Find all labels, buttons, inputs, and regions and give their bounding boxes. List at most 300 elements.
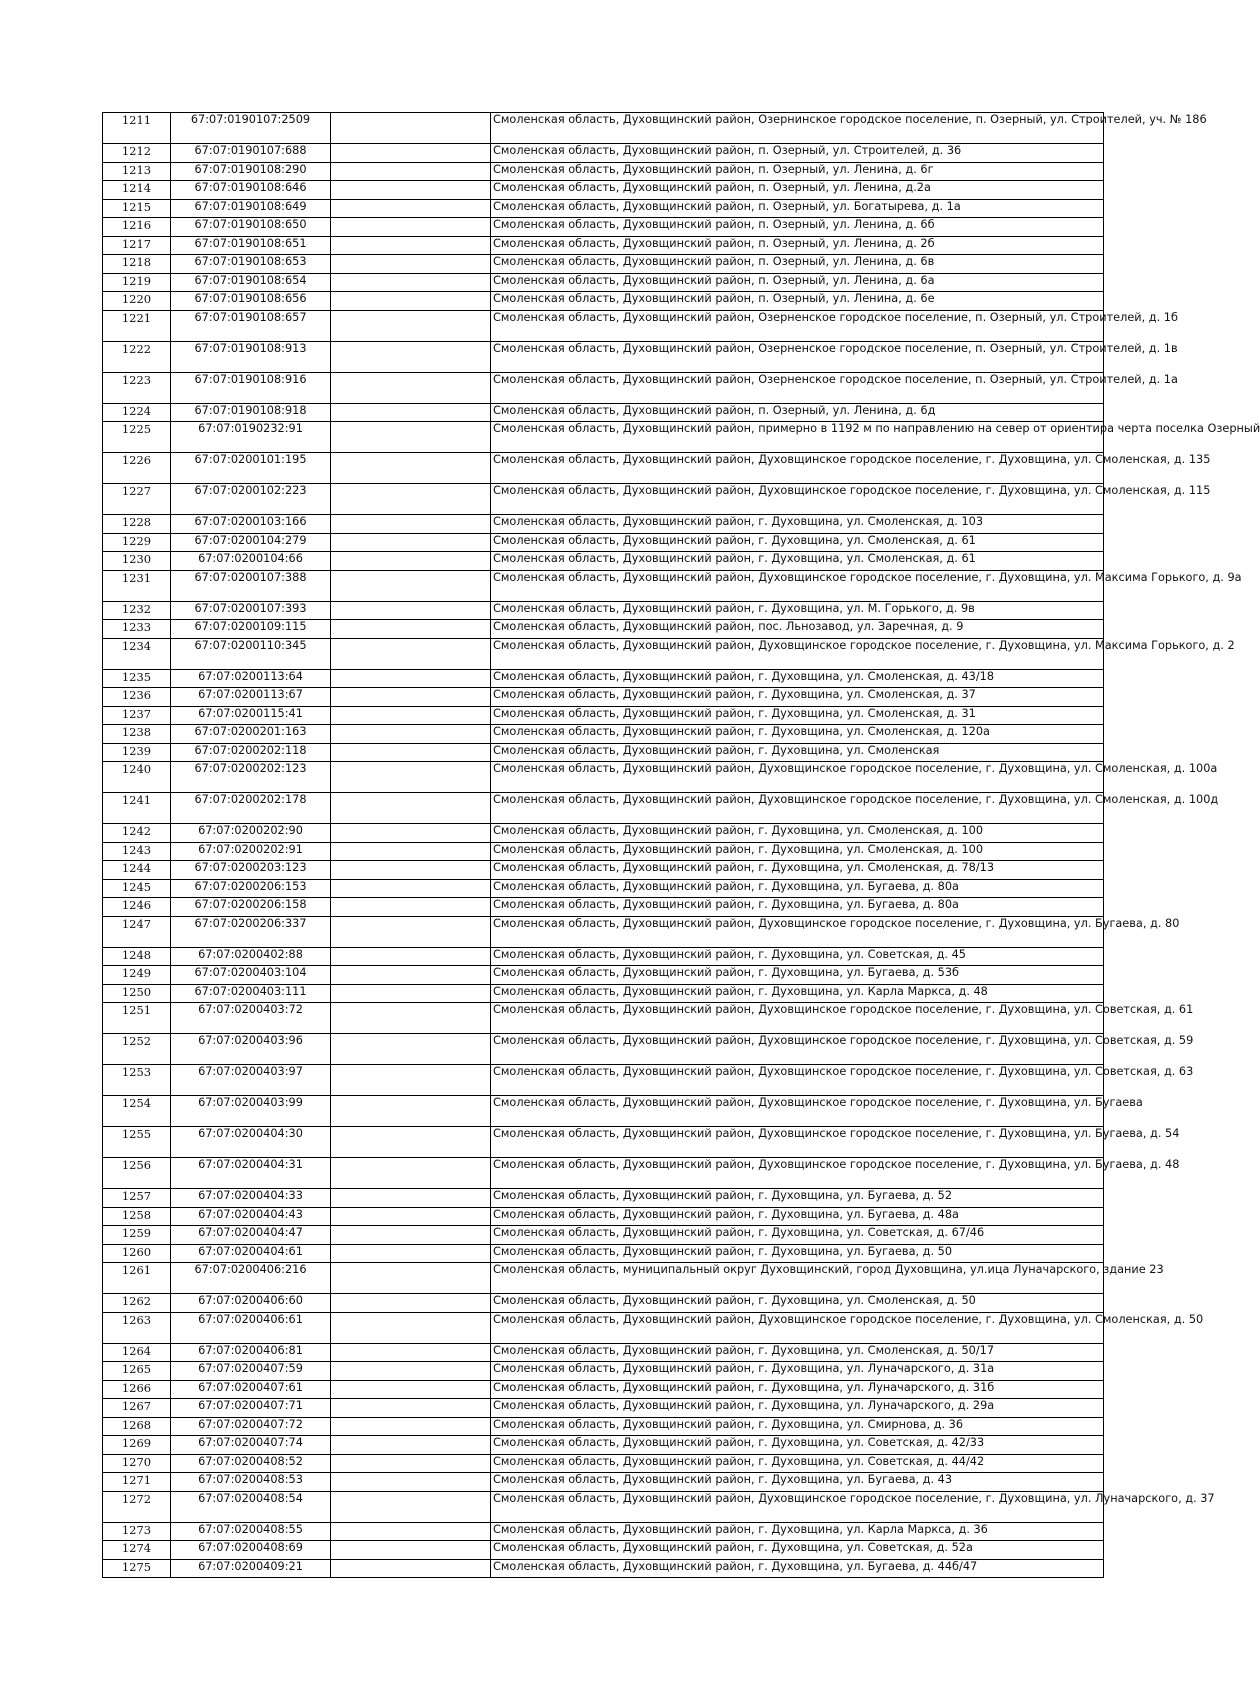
row-number-cell: 1249 <box>103 966 171 985</box>
empty-cell <box>331 638 491 669</box>
address-cell: Смоленская область, Духовщинский район, Духовщинское городское поселение, г. Духовщина, ул. Максима Горького, д. 9а <box>491 570 1104 601</box>
cadastral-number-cell: 67:07:0190108:918 <box>171 403 331 422</box>
empty-cell <box>331 762 491 793</box>
empty-cell <box>331 793 491 824</box>
row-number-cell: 1220 <box>103 292 171 311</box>
row-number-cell: 1248 <box>103 947 171 966</box>
table-row <box>103 453 1104 484</box>
empty-cell <box>331 1003 491 1034</box>
empty-cell <box>331 1473 491 1492</box>
row-number-cell: 1240 <box>103 762 171 793</box>
table-row <box>103 1436 1104 1455</box>
table-row <box>103 1362 1104 1381</box>
table-row <box>103 1096 1104 1127</box>
table-row <box>103 638 1104 669</box>
row-number-cell: 1266 <box>103 1380 171 1399</box>
row-number-cell: 1230 <box>103 552 171 571</box>
empty-cell <box>331 273 491 292</box>
empty-cell <box>331 1417 491 1436</box>
table-row <box>103 292 1104 311</box>
table-row <box>103 1158 1104 1189</box>
table-row <box>103 1263 1104 1294</box>
table-row <box>103 898 1104 917</box>
table-row <box>103 181 1104 200</box>
address-cell: Смоленская область, Духовщинский район, г. Духовщина, ул. Смоленская, д. 31 <box>491 706 1104 725</box>
cadastral-number-cell: 67:07:0200115:41 <box>171 706 331 725</box>
empty-cell <box>331 947 491 966</box>
row-number-cell: 1260 <box>103 1244 171 1263</box>
empty-cell <box>331 292 491 311</box>
address-cell: Смоленская область, Духовщинский район, п. Озерный, ул. Богатырева, д. 1а <box>491 199 1104 218</box>
row-number-cell: 1261 <box>103 1263 171 1294</box>
cadastral-number-cell: 67:07:0200206:337 <box>171 916 331 947</box>
cadastral-number-cell: 67:07:0200408:69 <box>171 1541 331 1560</box>
address-cell: Смоленская область, Духовщинский район, п. Озерный, ул. Ленина, д. 6б <box>491 218 1104 237</box>
address-cell: Смоленская область, муниципальный округ Духовщинский, город Духовщина, ул.ица Луначарского, здание 23 <box>491 1263 1104 1294</box>
address-cell: Смоленская область, Духовщинский район, г. Духовщина, ул. М. Горького, д. 9в <box>491 601 1104 620</box>
empty-cell <box>331 403 491 422</box>
address-cell: Смоленская область, Духовщинский район, Духовщинское городское поселение, г. Духовщина, ул. Советская, д. 61 <box>491 1003 1104 1034</box>
cadastral-number-cell: 67:07:0200403:104 <box>171 966 331 985</box>
empty-cell <box>331 1362 491 1381</box>
address-cell: Смоленская область, Духовщинский район, Духовщинское городское поселение, г. Духовщина, ул. Советская, д. 63 <box>491 1065 1104 1096</box>
empty-cell <box>331 1294 491 1313</box>
cadastral-number-cell: 67:07:0190107:2509 <box>171 113 331 144</box>
address-cell: Смоленская область, Духовщинский район, Озерненское городское поселение, п. Озерный, ул. Строителей, д. 1б <box>491 310 1104 341</box>
row-number-cell: 1226 <box>103 453 171 484</box>
row-number-cell: 1271 <box>103 1473 171 1492</box>
table-row <box>103 1399 1104 1418</box>
cadastral-number-cell: 67:07:0200408:54 <box>171 1491 331 1522</box>
table-row <box>103 341 1104 372</box>
empty-cell <box>331 310 491 341</box>
table-row <box>103 688 1104 707</box>
empty-cell <box>331 688 491 707</box>
cadastral-number-cell: 67:07:0200107:388 <box>171 570 331 601</box>
cadastral-number-cell: 67:07:0200404:61 <box>171 1244 331 1263</box>
address-cell: Смоленская область, Духовщинский район, Озерненское городское поселение, п. Озерный, ул. Строителей, д. 1а <box>491 372 1104 403</box>
row-number-cell: 1252 <box>103 1034 171 1065</box>
table-row <box>103 1294 1104 1313</box>
cadastral-number-cell: 67:07:0190108:653 <box>171 255 331 274</box>
empty-cell <box>331 552 491 571</box>
cadastral-number-cell: 67:07:0190108:654 <box>171 273 331 292</box>
table-row <box>103 620 1104 639</box>
empty-cell <box>331 984 491 1003</box>
empty-cell <box>331 1312 491 1343</box>
cadastral-number-cell: 67:07:0200103:166 <box>171 515 331 534</box>
cadastral-number-cell: 67:07:0200407:72 <box>171 1417 331 1436</box>
empty-cell <box>331 218 491 237</box>
row-number-cell: 1258 <box>103 1207 171 1226</box>
empty-cell <box>331 341 491 372</box>
row-number-cell: 1218 <box>103 255 171 274</box>
empty-cell <box>331 879 491 898</box>
cadastral-number-cell: 67:07:0200206:158 <box>171 898 331 917</box>
row-number-cell: 1228 <box>103 515 171 534</box>
cadastral-number-cell: 67:07:0200403:96 <box>171 1034 331 1065</box>
row-number-cell: 1235 <box>103 669 171 688</box>
empty-cell <box>331 515 491 534</box>
empty-cell <box>331 1207 491 1226</box>
row-number-cell: 1254 <box>103 1096 171 1127</box>
row-number-cell: 1215 <box>103 199 171 218</box>
row-number-cell: 1216 <box>103 218 171 237</box>
cadastral-number-cell: 67:07:0200403:72 <box>171 1003 331 1034</box>
cadastral-number-cell: 67:07:0200406:61 <box>171 1312 331 1343</box>
table-row <box>103 570 1104 601</box>
cadastral-number-cell: 67:07:0200202:90 <box>171 824 331 843</box>
table-row <box>103 1065 1104 1096</box>
empty-cell <box>331 372 491 403</box>
row-number-cell: 1251 <box>103 1003 171 1034</box>
address-cell: Смоленская область, Духовщинский район, п. Озерный, ул. Ленина, д. 6д <box>491 403 1104 422</box>
table-row <box>103 533 1104 552</box>
cadastral-number-cell: 67:07:0200404:47 <box>171 1226 331 1245</box>
empty-cell <box>331 1096 491 1127</box>
cadastral-number-cell: 67:07:0200104:279 <box>171 533 331 552</box>
table-row <box>103 842 1104 861</box>
address-cell: Смоленская область, Духовщинский район, Духовщинское городское поселение, г. Духовщина, ул. Смоленская, д. 100а <box>491 762 1104 793</box>
cadastral-number-cell: 67:07:0200408:52 <box>171 1454 331 1473</box>
table-row <box>103 1343 1104 1362</box>
empty-cell <box>331 916 491 947</box>
table-row <box>103 601 1104 620</box>
cadastral-number-cell: 67:07:0200113:67 <box>171 688 331 707</box>
table-row <box>103 1491 1104 1522</box>
empty-cell <box>331 1343 491 1362</box>
cadastral-number-cell: 67:07:0190108:656 <box>171 292 331 311</box>
empty-cell <box>331 824 491 843</box>
empty-cell <box>331 966 491 985</box>
cadastral-number-cell: 67:07:0200403:111 <box>171 984 331 1003</box>
address-cell: Смоленская область, Духовщинский район, г. Духовщина, ул. Смирнова, д. 36 <box>491 1417 1104 1436</box>
row-number-cell: 1275 <box>103 1559 171 1578</box>
row-number-cell: 1262 <box>103 1294 171 1313</box>
table-row <box>103 793 1104 824</box>
address-cell: Смоленская область, Духовщинский район, г. Духовщина, ул. Бугаева, д. 50 <box>491 1244 1104 1263</box>
address-cell: Смоленская область, Духовщинский район, г. Духовщина, ул. Смоленская, д. 43/18 <box>491 669 1104 688</box>
empty-cell <box>331 669 491 688</box>
empty-cell <box>331 743 491 762</box>
empty-cell <box>331 1127 491 1158</box>
cadastral-number-cell: 67:07:0200404:43 <box>171 1207 331 1226</box>
empty-cell <box>331 181 491 200</box>
row-number-cell: 1245 <box>103 879 171 898</box>
cadastral-number-cell: 67:07:0200107:393 <box>171 601 331 620</box>
row-number-cell: 1273 <box>103 1522 171 1541</box>
cadastral-number-cell: 67:07:0200101:195 <box>171 453 331 484</box>
cadastral-number-cell: 67:07:0200403:97 <box>171 1065 331 1096</box>
address-cell: Смоленская область, Духовщинский район, г. Духовщина, ул. Смоленская, д. 37 <box>491 688 1104 707</box>
table-row <box>103 1454 1104 1473</box>
address-cell: Смоленская область, Духовщинский район, примерно в 1192 м по направлению на север от ориентира черта поселка Озерный <box>491 422 1104 453</box>
empty-cell <box>331 898 491 917</box>
table-row <box>103 1226 1104 1245</box>
cadastral-number-cell: 67:07:0200202:91 <box>171 842 331 861</box>
table-row <box>103 144 1104 163</box>
row-number-cell: 1212 <box>103 144 171 163</box>
address-cell: Смоленская область, Духовщинский район, Духовщинское городское поселение, г. Духовщина, ул. Бугаева, д. 80 <box>491 916 1104 947</box>
address-cell: Смоленская область, Духовщинский район, г. Духовщина, ул. Бугаева, д. 44б/47 <box>491 1559 1104 1578</box>
table-row <box>103 1244 1104 1263</box>
table-row <box>103 947 1104 966</box>
row-number-cell: 1247 <box>103 916 171 947</box>
cadastral-number-cell: 67:07:0190108:650 <box>171 218 331 237</box>
address-cell: Смоленская область, Духовщинский район, Духовщинское городское поселение, г. Духовщина, ул. Смоленская, д. 135 <box>491 453 1104 484</box>
address-cell: Смоленская область, Духовщинский район, Духовщинское городское поселение, г. Духовщина, ул. Бугаева, д. 54 <box>491 1127 1104 1158</box>
row-number-cell: 1223 <box>103 372 171 403</box>
address-cell: Смоленская область, Духовщинский район, г. Духовщина, ул. Смоленская, д. 120а <box>491 725 1104 744</box>
cadastral-number-cell: 67:07:0200404:31 <box>171 1158 331 1189</box>
cadastral-number-cell: 67:07:0200409:21 <box>171 1559 331 1578</box>
address-cell: Смоленская область, Духовщинский район, п. Озерный, ул. Строителей, д. 36 <box>491 144 1104 163</box>
row-number-cell: 1225 <box>103 422 171 453</box>
row-number-cell: 1268 <box>103 1417 171 1436</box>
table-row <box>103 1417 1104 1436</box>
row-number-cell: 1267 <box>103 1399 171 1418</box>
cadastral-number-cell: 67:07:0200404:30 <box>171 1127 331 1158</box>
cadastral-number-cell: 67:07:0190232:91 <box>171 422 331 453</box>
row-number-cell: 1256 <box>103 1158 171 1189</box>
address-cell: Смоленская область, Духовщинский район, г. Духовщина, ул. Смоленская, д. 50/17 <box>491 1343 1104 1362</box>
table-row <box>103 1189 1104 1208</box>
table-row <box>103 236 1104 255</box>
address-cell: Смоленская область, Духовщинский район, Духовщинское городское поселение, г. Духовщина, ул. Советская, д. 59 <box>491 1034 1104 1065</box>
address-cell: Смоленская область, Духовщинский район, г. Духовщина, ул. Советская, д. 52а <box>491 1541 1104 1560</box>
empty-cell <box>331 1244 491 1263</box>
registry-body <box>103 113 1260 1578</box>
row-number-cell: 1238 <box>103 725 171 744</box>
empty-cell <box>331 1559 491 1578</box>
address-cell: Смоленская область, Духовщинский район, г. Духовщина, ул. Бугаева, д. 43 <box>491 1473 1104 1492</box>
address-cell: Смоленская область, Духовщинский район, г. Духовщина, ул. Бугаева, д. 52 <box>491 1189 1104 1208</box>
empty-cell <box>331 1226 491 1245</box>
row-number-cell: 1237 <box>103 706 171 725</box>
row-number-cell: 1233 <box>103 620 171 639</box>
table-row <box>103 515 1104 534</box>
cadastral-number-cell: 67:07:0200407:71 <box>171 1399 331 1418</box>
table-row <box>103 162 1104 181</box>
cadastral-number-cell: 67:07:0200202:123 <box>171 762 331 793</box>
row-number-cell: 1263 <box>103 1312 171 1343</box>
empty-cell <box>331 601 491 620</box>
table-row <box>103 1541 1104 1560</box>
row-number-cell: 1250 <box>103 984 171 1003</box>
address-cell: Смоленская область, Духовщинский район, п. Озерный, ул. Ленина, д. 6г <box>491 162 1104 181</box>
address-cell: Смоленская область, Духовщинский район, г. Духовщина, ул. Карла Маркса, д. 48 <box>491 984 1104 1003</box>
address-cell: Смоленская область, Духовщинский район, г. Духовщина, ул. Смоленская <box>491 743 1104 762</box>
address-cell: Смоленская область, Духовщинский район, г. Духовщина, ул. Бугаева, д. 48а <box>491 1207 1104 1226</box>
address-cell: Смоленская область, Духовщинский район, пос. Льнозавод, ул. Заречная, д. 9 <box>491 620 1104 639</box>
empty-cell <box>331 706 491 725</box>
empty-cell <box>331 1491 491 1522</box>
cadastral-number-cell: 67:07:0200206:153 <box>171 879 331 898</box>
address-cell: Смоленская область, Духовщинский район, п. Озерный, ул. Ленина, д. 6е <box>491 292 1104 311</box>
address-cell: Смоленская область, Духовщинский район, г. Духовщина, ул. Смоленская, д. 78/13 <box>491 861 1104 880</box>
cadastral-number-cell: 67:07:0200402:88 <box>171 947 331 966</box>
table-row <box>103 706 1104 725</box>
table-row <box>103 372 1104 403</box>
address-cell: Смоленская область, Духовщинский район, г. Духовщина, ул. Карла Маркса, д. 36 <box>491 1522 1104 1541</box>
empty-cell <box>331 725 491 744</box>
table-row <box>103 422 1104 453</box>
row-number-cell: 1219 <box>103 273 171 292</box>
address-cell: Смоленская область, Духовщинский район, г. Духовщина, ул. Смоленская, д. 100 <box>491 824 1104 843</box>
row-number-cell: 1229 <box>103 533 171 552</box>
table-row <box>103 1312 1104 1343</box>
address-cell: Смоленская область, Духовщинский район, п. Озерный, ул. Ленина, д. 6в <box>491 255 1104 274</box>
address-cell: Смоленская область, Духовщинский район, г. Духовщина, ул. Луначарского, д. 31а <box>491 1362 1104 1381</box>
empty-cell <box>331 1158 491 1189</box>
table-row <box>103 1034 1104 1065</box>
empty-cell <box>331 1034 491 1065</box>
address-cell: Смоленская область, Духовщинский район, г. Духовщина, ул. Смоленская, д. 61 <box>491 552 1104 571</box>
address-cell: Смоленская область, Духовщинский район, г. Духовщина, ул. Советская, д. 42/33 <box>491 1436 1104 1455</box>
empty-cell <box>331 1454 491 1473</box>
address-cell: Смоленская область, Духовщинский район, п. Озерный, ул. Ленина, д.2а <box>491 181 1104 200</box>
address-cell: Смоленская область, Духовщинский район, г. Духовщина, ул. Смоленская, д. 100 <box>491 842 1104 861</box>
table-row <box>103 552 1104 571</box>
empty-cell <box>331 113 491 144</box>
row-number-cell: 1244 <box>103 861 171 880</box>
row-number-cell: 1270 <box>103 1454 171 1473</box>
cadastral-number-cell: 67:07:0190108:916 <box>171 372 331 403</box>
empty-cell <box>331 570 491 601</box>
address-cell: Смоленская область, Духовщинский район, п. Озерный, ул. Ленина, д. 2б <box>491 236 1104 255</box>
cadastral-number-cell: 67:07:0200407:61 <box>171 1380 331 1399</box>
cadastral-number-cell: 67:07:0200110:345 <box>171 638 331 669</box>
empty-cell <box>331 236 491 255</box>
address-cell: Смоленская область, Духовщинский район, Духовщинское городское поселение, г. Духовщина, ул. Бугаева, д. 48 <box>491 1158 1104 1189</box>
address-cell: Смоленская область, Духовщинский район, Озерненское городское поселение, п. Озерный, ул. Строителей, д. 1в <box>491 341 1104 372</box>
address-cell: Смоленская область, Духовщинский район, Духовщинское городское поселение, г. Духовщина, ул. Смоленская, д. 50 <box>491 1312 1104 1343</box>
row-number-cell: 1236 <box>103 688 171 707</box>
cadastral-number-cell: 67:07:0200202:118 <box>171 743 331 762</box>
empty-cell <box>331 199 491 218</box>
cadastral-number-cell: 67:07:0190108:646 <box>171 181 331 200</box>
cadastral-number-cell: 67:07:0200406:81 <box>171 1343 331 1362</box>
empty-cell <box>331 484 491 515</box>
table-row <box>103 218 1104 237</box>
address-cell: Смоленская область, Духовщинский район, г. Духовщина, ул. Смоленская, д. 61 <box>491 533 1104 552</box>
empty-cell <box>331 1065 491 1096</box>
empty-cell <box>331 1399 491 1418</box>
table-row <box>103 762 1104 793</box>
table-row <box>103 879 1104 898</box>
address-cell: Смоленская область, Духовщинский район, г. Духовщина, ул. Бугаева, д. 53б <box>491 966 1104 985</box>
address-cell: Смоленская область, Духовщинский район, г. Духовщина, ул. Луначарского, д. 29а <box>491 1399 1104 1418</box>
address-cell: Смоленская область, Духовщинский район, Духовщинское городское поселение, г. Духовщина, ул. Луначарского, д. 37 <box>491 1491 1104 1522</box>
cadastral-number-cell: 67:07:0200408:55 <box>171 1522 331 1541</box>
row-number-cell: 1253 <box>103 1065 171 1096</box>
row-number-cell: 1222 <box>103 341 171 372</box>
table-row <box>103 861 1104 880</box>
cadastral-number-cell: 67:07:0200404:33 <box>171 1189 331 1208</box>
cadastral-number-cell: 67:07:0190108:649 <box>171 199 331 218</box>
cadastral-number-cell: 67:07:0190108:290 <box>171 162 331 181</box>
address-cell: Смоленская область, Духовщинский район, г. Духовщина, ул. Советская, д. 45 <box>491 947 1104 966</box>
table-row <box>103 1559 1104 1578</box>
address-cell: Смоленская область, Духовщинский район, Духовщинское городское поселение, г. Духовщина, ул. Смоленская, д. 100д <box>491 793 1104 824</box>
row-number-cell: 1259 <box>103 1226 171 1245</box>
row-number-cell: 1257 <box>103 1189 171 1208</box>
row-number-cell: 1243 <box>103 842 171 861</box>
table-row <box>103 966 1104 985</box>
address-cell: Смоленская область, Духовщинский район, Духовщинское городское поселение, г. Духовщина, ул. Смоленская, д. 115 <box>491 484 1104 515</box>
row-number-cell: 1214 <box>103 181 171 200</box>
empty-cell <box>331 861 491 880</box>
cadastral-number-cell: 67:07:0190108:913 <box>171 341 331 372</box>
empty-cell <box>331 620 491 639</box>
cadastral-number-cell: 67:07:0190108:651 <box>171 236 331 255</box>
table-row <box>103 1127 1104 1158</box>
address-cell: Смоленская область, Духовщинский район, г. Духовщина, ул. Бугаева, д. 80а <box>491 898 1104 917</box>
empty-cell <box>331 162 491 181</box>
cadastral-number-cell: 67:07:0200104:66 <box>171 552 331 571</box>
row-number-cell: 1221 <box>103 310 171 341</box>
empty-cell <box>331 1263 491 1294</box>
table-row <box>103 484 1104 515</box>
cadastral-number-cell: 67:07:0200406:60 <box>171 1294 331 1313</box>
row-number-cell: 1234 <box>103 638 171 669</box>
cadastral-number-cell: 67:07:0200407:74 <box>171 1436 331 1455</box>
cadastral-number-cell: 67:07:0200403:99 <box>171 1096 331 1127</box>
row-number-cell: 1246 <box>103 898 171 917</box>
cadastral-number-cell: 67:07:0200203:123 <box>171 861 331 880</box>
row-number-cell: 1232 <box>103 601 171 620</box>
table-row <box>103 743 1104 762</box>
address-cell: Смоленская область, Духовщинский район, п. Озерный, ул. Ленина, д. 6а <box>491 273 1104 292</box>
row-number-cell: 1269 <box>103 1436 171 1455</box>
cadastral-number-cell: 67:07:0200102:223 <box>171 484 331 515</box>
table-row <box>103 199 1104 218</box>
table-row <box>103 1003 1104 1034</box>
empty-cell <box>331 422 491 453</box>
row-number-cell: 1211 <box>103 113 171 144</box>
table-row <box>103 984 1104 1003</box>
cadastral-number-cell: 67:07:0190108:657 <box>171 310 331 341</box>
row-number-cell: 1255 <box>103 1127 171 1158</box>
address-cell: Смоленская область, Духовщинский район, г. Духовщина, ул. Смоленская, д. 103 <box>491 515 1104 534</box>
address-cell: Смоленская область, Духовщинский район, г. Духовщина, ул. Луначарского, д. 31б <box>491 1380 1104 1399</box>
row-number-cell: 1242 <box>103 824 171 843</box>
row-number-cell: 1272 <box>103 1491 171 1522</box>
property-registry-table <box>102 112 1260 1578</box>
empty-cell <box>331 144 491 163</box>
empty-cell <box>331 1189 491 1208</box>
row-number-cell: 1224 <box>103 403 171 422</box>
empty-cell <box>331 453 491 484</box>
table-row <box>103 273 1104 292</box>
empty-cell <box>331 533 491 552</box>
table-row <box>103 725 1104 744</box>
row-number-cell: 1265 <box>103 1362 171 1381</box>
cadastral-number-cell: 67:07:0200113:64 <box>171 669 331 688</box>
cadastral-number-cell: 67:07:0200201:163 <box>171 725 331 744</box>
table-row <box>103 669 1104 688</box>
row-number-cell: 1217 <box>103 236 171 255</box>
table-row <box>103 113 1104 144</box>
row-number-cell: 1274 <box>103 1541 171 1560</box>
address-cell: Смоленская область, Духовщинский район, Духовщинское городское поселение, г. Духовщина, ул. Бугаева <box>491 1096 1104 1127</box>
empty-cell <box>331 1522 491 1541</box>
row-number-cell: 1239 <box>103 743 171 762</box>
row-number-cell: 1231 <box>103 570 171 601</box>
table-row <box>103 1522 1104 1541</box>
cadastral-number-cell: 67:07:0190107:688 <box>171 144 331 163</box>
empty-cell <box>331 842 491 861</box>
